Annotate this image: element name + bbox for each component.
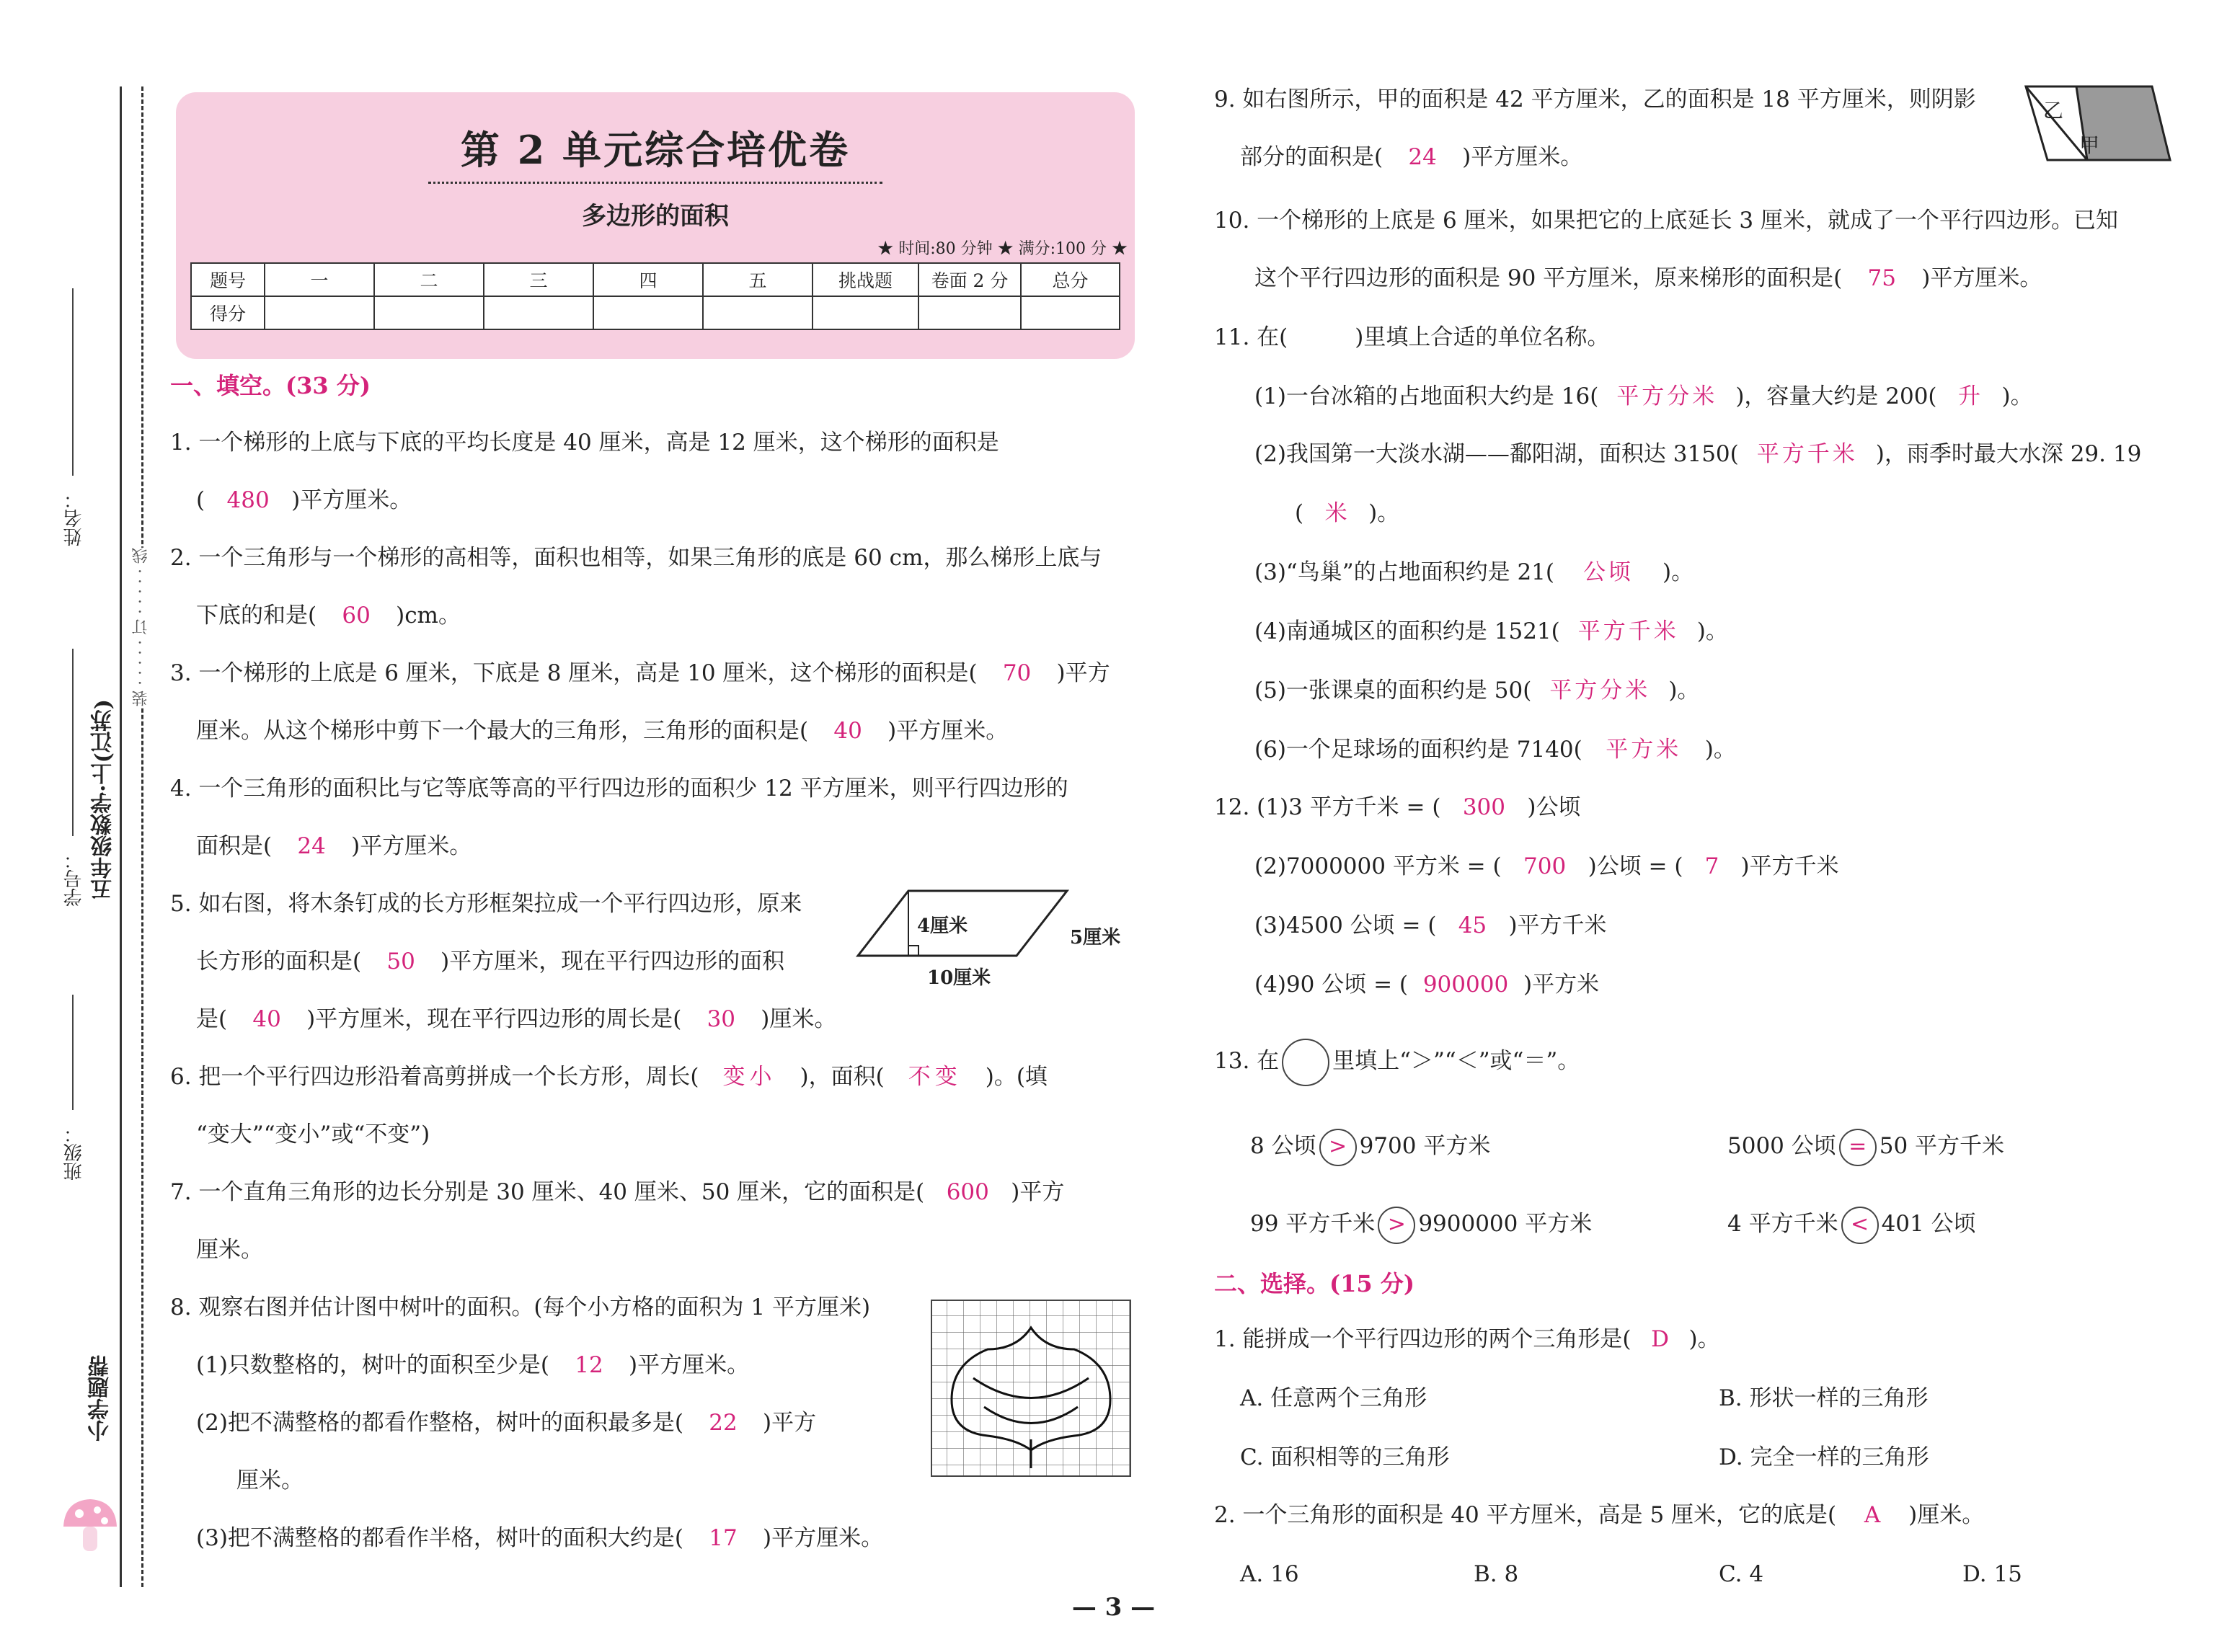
q1-pre: ( xyxy=(196,487,205,513)
c1-line1 xyxy=(1214,1323,1720,1355)
c1-option-b: B. 形状一样的三角形 xyxy=(1719,1385,1929,1411)
score-cell[interactable] xyxy=(484,296,593,329)
score-cell[interactable] xyxy=(918,296,1021,329)
q12-answer-1: 300 xyxy=(1462,794,1505,820)
q10-line1: 10. 一个梯形的上底是 6 厘米，如果把它的上底延长 3 厘米，就成了一个平行四边形。已知 xyxy=(1214,208,2119,234)
q11-p2-text-a: (2)我国第一大淡水湖——鄱阳湖，面积达 3150( xyxy=(1254,441,1739,467)
q9-figure-label-jia: 甲 xyxy=(2079,133,2100,157)
q9-text-a: 部分的面积是( xyxy=(1240,144,1383,170)
q5-text-a: 长方形的面积是( xyxy=(196,949,362,974)
q3-line1 xyxy=(170,657,1110,689)
q8-answer-1: 12 xyxy=(575,1352,603,1378)
q11-part3 xyxy=(1254,556,1694,588)
q5-figure-height-label: 4厘米 xyxy=(917,915,968,937)
q13-compare-4 xyxy=(1727,1204,1976,1244)
exam-meta: ★ 时间:80 分钟 ★ 满分:100 分 ★ xyxy=(877,240,1128,258)
q9-answer: 24 xyxy=(1408,144,1437,170)
q12-part2 xyxy=(1254,851,1839,882)
q7-line2: 厘米。 xyxy=(196,1237,263,1263)
q11-p5-text-b: )。 xyxy=(1668,678,1700,703)
score-header-cell: 三 xyxy=(484,263,593,296)
q11-part4 xyxy=(1254,616,1728,647)
q8-line1: 8. 观察右图并估计图中树叶的面积。(每个小方格的面积为 1 平方厘米) xyxy=(170,1294,871,1320)
score-cell[interactable] xyxy=(1021,296,1120,329)
q2-line2 xyxy=(196,600,461,631)
q12-answer-2: 700 xyxy=(1523,853,1567,879)
q11-part2 xyxy=(1254,438,2141,470)
q11-part2-cont xyxy=(1295,497,1399,529)
q2-line1: 2. 一个三角形与一个梯形的高相等，面积也相等，如果三角形的底是 60 cm，那么梯形上底与 xyxy=(170,545,1102,571)
q1-line1: 1. 一个梯形的上底与下底的平均长度是 40 厘米，高是 12 厘米，这个梯形的面积是 xyxy=(170,430,999,456)
q1-line2 xyxy=(196,484,412,516)
q3-text-d: )平方厘米。 xyxy=(887,718,1009,744)
q8-p1-text-b: )平方厘米。 xyxy=(629,1352,750,1378)
q3-text-b: )平方 xyxy=(1056,660,1110,686)
score-table xyxy=(190,262,1120,330)
q13-c1-left: 8 公顷 xyxy=(1250,1133,1316,1159)
page-title: 第 2 单元综合培优卷 xyxy=(460,127,851,173)
q11-p6-text-a: (6)一个足球场的面积约是 7140( xyxy=(1254,737,1582,763)
q5-line1: 5. 如右图，将木条钉成的长方形框架拉成一个平行四边形，原来 xyxy=(170,891,802,917)
q6-line2: “变大”“变小”或“不变”) xyxy=(196,1122,430,1147)
name-blank xyxy=(72,288,74,476)
mushroom-icon xyxy=(58,1492,123,1557)
header-card xyxy=(176,92,1135,359)
q3-answer-2: 40 xyxy=(833,718,862,744)
q13-c3-right: 9900000 平方米 xyxy=(1418,1211,1593,1237)
score-cell[interactable] xyxy=(813,296,918,329)
q11-answer-6: 平方米 xyxy=(1606,737,1682,763)
q3-text-c: 厘米。从这个梯形中剪下一个最大的三角形，三角形的面积是( xyxy=(196,718,809,744)
cut-line-label: 装 · · · · · 订 · · · · · 线 xyxy=(130,548,152,706)
q8-p2-text-a: (2)把不满整格的都看作整格，树叶的面积最多是( xyxy=(196,1410,684,1436)
c2-answer: A xyxy=(1864,1502,1881,1528)
score-row-label: 得分 xyxy=(191,296,265,329)
q12-part3 xyxy=(1254,910,1607,941)
q3-answer-1: 70 xyxy=(1002,660,1032,686)
c1-text-b: )。 xyxy=(1688,1326,1720,1352)
q2-post: )cm。 xyxy=(396,603,461,629)
q2-answer: 60 xyxy=(342,603,371,629)
q11-p4-text-b: )。 xyxy=(1696,618,1728,644)
q12-part4 xyxy=(1254,969,1599,1000)
q8-p2-text-b: )平方 xyxy=(763,1410,817,1436)
q12-p4-text-a: (4)90 公顷 = ( xyxy=(1254,972,1408,998)
q11-p2-text-b: )，雨季时最大水深 29. 19 xyxy=(1875,441,2142,467)
q5-figure-side-label: 5厘米 xyxy=(1070,927,1121,949)
page-subtitle: 多边形的面积 xyxy=(582,202,729,231)
q4-pre: 面积是( xyxy=(196,833,273,859)
q5-answer-1: 50 xyxy=(386,949,415,974)
q12-answer-2b: 7 xyxy=(1704,853,1719,879)
q8-p3-text-a: (3)把不满整格的都看作半格，树叶的面积大约是( xyxy=(196,1525,684,1551)
q12-p4-text-b: )平方米 xyxy=(1523,972,1600,998)
q5-text-c: 是( xyxy=(196,1006,228,1032)
q5-answer-2: 40 xyxy=(252,1006,281,1032)
q8-leaf-grid-figure xyxy=(930,1299,1132,1479)
q11-p1-text-b: )，容量大约是 200( xyxy=(1735,383,1937,409)
q11-p4-text-a: (4)南通城区的面积约是 1521( xyxy=(1254,618,1560,644)
q12-answer-3: 45 xyxy=(1458,912,1487,938)
c2-option-d: D. 15 xyxy=(1962,1561,2022,1587)
name-label: 姓名： xyxy=(63,490,85,546)
id-blank xyxy=(72,649,74,836)
q8-part3 xyxy=(196,1522,883,1554)
q3-text-a: 3. 一个梯形的上底是 6 厘米，下底是 8 厘米，高是 10 厘米，这个梯形的面积是( xyxy=(170,660,978,686)
q6-text-b: )，面积( xyxy=(800,1064,885,1090)
q4-answer: 24 xyxy=(297,833,326,859)
q10-text-b: )平方厘米。 xyxy=(1921,265,2042,291)
q13-c3-answer-circle: > xyxy=(1378,1207,1415,1244)
score-cell[interactable] xyxy=(703,296,813,329)
q10-answer: 75 xyxy=(1867,265,1896,291)
score-table-score-row xyxy=(191,296,1120,329)
class-blank xyxy=(72,995,74,1110)
c1-answer: D xyxy=(1651,1326,1669,1352)
q11-p5-text-a: (5)一张课桌的面积约是 50( xyxy=(1254,678,1532,703)
score-header-cell: 二 xyxy=(374,263,484,296)
q13-c4-right: 401 公顷 xyxy=(1881,1211,1976,1237)
score-header-cell: 挑战题 xyxy=(813,263,918,296)
q7-text-a: 7. 一个直角三角形的边长分别是 30 厘米、40 厘米、50 厘米，它的面积是( xyxy=(170,1179,925,1205)
binding-solid-line xyxy=(120,86,122,1587)
q7-answer: 600 xyxy=(946,1179,989,1205)
score-header-cell: 总分 xyxy=(1021,263,1120,296)
q11-p1-text-a: (1)一台冰箱的占地面积大约是 16( xyxy=(1254,383,1599,409)
q8-p1-text-a: (1)只数整格的，树叶的面积至少是( xyxy=(196,1352,550,1378)
q6-text-a: 6. 把一个平行四边形沿着高剪拼成一个长方形，周长( xyxy=(170,1064,699,1090)
section-1-title: 一、填空。(33 分) xyxy=(170,372,371,399)
q13-c1-right: 9700 平方米 xyxy=(1359,1133,1491,1159)
q11-answer-5: 平方分米 xyxy=(1549,678,1651,703)
q11-answer-1b: 升 xyxy=(1958,383,1981,409)
c2-text-a: 2. 一个三角形的面积是 40 平方厘米，高是 5 厘米，它的底是( xyxy=(1214,1502,1837,1528)
q11-answer-4: 平方千米 xyxy=(1577,618,1679,644)
q12-answer-4: 900000 xyxy=(1422,972,1509,998)
title-divider xyxy=(428,182,882,184)
q13-text-a: 13. 在 xyxy=(1214,1048,1280,1074)
q11-line1: 11. 在( )里填上合适的单位名称。 xyxy=(1214,324,1610,350)
q8-p3-text-b: )平方厘米。 xyxy=(763,1525,884,1551)
id-label: 学号： xyxy=(63,851,85,907)
q12-p1-text-a: 12. (1)3 平方千米 = ( xyxy=(1214,794,1441,820)
q13-c2-answer-circle: = xyxy=(1839,1129,1877,1166)
q9-line2 xyxy=(1240,141,1582,173)
q13-c4-answer-circle: < xyxy=(1841,1207,1879,1244)
q3-line2 xyxy=(196,715,1008,747)
class-label: 班级： xyxy=(63,1124,85,1181)
q11-part1 xyxy=(1254,381,2033,412)
q13-compare-3 xyxy=(1250,1204,1592,1244)
q11-part6 xyxy=(1254,734,1736,765)
q13-c2-right: 50 平方千米 xyxy=(1879,1133,2005,1159)
q8-part1 xyxy=(196,1349,749,1381)
q5-figure-base-label: 10厘米 xyxy=(927,967,991,989)
q8-answer-3: 17 xyxy=(709,1525,738,1551)
q11-part5 xyxy=(1254,675,1699,706)
score-cell[interactable] xyxy=(593,296,703,329)
c1-option-c: C. 面积相等的三角形 xyxy=(1240,1444,1450,1470)
c2-option-b: B. 8 xyxy=(1474,1561,1519,1587)
q13-c1-answer-circle: > xyxy=(1319,1129,1357,1166)
q8-answer-2: 22 xyxy=(709,1410,738,1436)
c2-option-c: C. 4 xyxy=(1719,1561,1764,1587)
q5-text-e: )厘米。 xyxy=(761,1006,837,1032)
q6-answer-2: 不变 xyxy=(908,1064,962,1090)
q4-post: )平方厘米。 xyxy=(351,833,472,859)
q9-text-b: )平方厘米。 xyxy=(1462,144,1583,170)
q12-p3-text-b: )平方千米 xyxy=(1508,912,1607,938)
q10-line2 xyxy=(1254,262,2042,294)
q12-p2-text-c: )平方千米 xyxy=(1740,853,1839,879)
score-cell[interactable] xyxy=(374,296,484,329)
c1-text-a: 1. 能拼成一个平行四边形的两个三角形是( xyxy=(1214,1326,1631,1352)
q11-p1-text-c: )。 xyxy=(2001,383,2033,409)
score-header-cell: 题号 xyxy=(191,263,265,296)
q5-line3 xyxy=(196,1003,836,1035)
q8-part2-cont: 厘米。 xyxy=(236,1467,304,1493)
q5-answer-3: 30 xyxy=(707,1006,736,1032)
q1-post: )平方厘米。 xyxy=(291,487,412,513)
q11-p2-text-d: )。 xyxy=(1368,500,1400,526)
q10-text-a: 这个平行四边形的面积是 90 平方厘米，原来梯形的面积是( xyxy=(1254,265,1843,291)
c1-option-a: A. 任意两个三角形 xyxy=(1240,1385,1427,1411)
brand-label: 小学题帮 xyxy=(88,1355,113,1442)
q1-answer: 480 xyxy=(226,487,270,513)
book-title: 五年级数学·上(江苏) xyxy=(91,699,116,900)
q4-line1: 4. 一个三角形的面积比与它等底等高的平行四边形的面积少 12 平方厘米，则平行四边形的 xyxy=(170,776,1068,801)
score-header-cell: 卷面 2 分 xyxy=(918,263,1021,296)
q11-p3-text-b: )。 xyxy=(1662,559,1694,585)
q7-line1 xyxy=(170,1176,1064,1208)
q5-text-b: )平方厘米，现在平行四边形的面积 xyxy=(440,949,785,974)
q13-example-circle xyxy=(1282,1039,1329,1086)
score-header-cell: 四 xyxy=(593,263,703,296)
q9-figure-label-yi: 乙 xyxy=(2043,99,2064,123)
score-cell[interactable] xyxy=(265,296,374,329)
page-number: — 3 — xyxy=(1071,1593,1156,1622)
q11-answer-1: 平方分米 xyxy=(1616,383,1718,409)
c2-option-a: A. 16 xyxy=(1240,1561,1299,1587)
q13-c4-left: 4 平方千米 xyxy=(1727,1211,1838,1237)
q5-line2 xyxy=(196,946,784,977)
q11-answer-2: 平方千米 xyxy=(1756,441,1858,467)
q13-compare-1 xyxy=(1250,1126,1490,1166)
q11-answer-3: 公顷 xyxy=(1583,559,1634,585)
q8-part2 xyxy=(196,1407,816,1439)
c2-text-b: )厘米。 xyxy=(1908,1502,1985,1528)
score-header-cell: 五 xyxy=(703,263,813,296)
c1-option-d: D. 完全一样的三角形 xyxy=(1719,1444,1929,1470)
score-table-header-row xyxy=(191,263,1120,296)
q6-answer-1: 变小 xyxy=(722,1064,776,1090)
q13-text-b: 里填上“＞”“＜”或“＝”。 xyxy=(1332,1048,1580,1074)
q12-p2-text-b: )公顷 = ( xyxy=(1588,853,1683,879)
q12-part1 xyxy=(1214,791,1581,823)
binding-dashed-line xyxy=(141,86,143,1587)
c2-line1 xyxy=(1214,1499,1984,1531)
q11-p2-text-c: ( xyxy=(1295,500,1304,526)
q12-p1-text-b: )公顷 xyxy=(1527,794,1581,820)
section-2-title: 二、选择。(15 分) xyxy=(1214,1270,1414,1297)
q7-text-b: )平方 xyxy=(1011,1179,1065,1205)
q4-line2 xyxy=(196,830,471,862)
q11-p6-text-b: )。 xyxy=(1704,737,1736,763)
q6-text-c: )。(填 xyxy=(985,1064,1048,1090)
q6-line1 xyxy=(170,1061,1048,1093)
q12-p2-text-a: (2)7000000 平方米 = ( xyxy=(1254,853,1502,879)
q13-c3-left: 99 平方千米 xyxy=(1250,1211,1376,1237)
q12-p3-text-a: (3)4500 公顷 = ( xyxy=(1254,912,1437,938)
q13-c2-left: 5000 公顷 xyxy=(1727,1133,1836,1159)
q13-compare-2 xyxy=(1727,1126,2004,1166)
q2-pre: 下底的和是( xyxy=(196,603,317,629)
score-header-cell: 一 xyxy=(265,263,374,296)
q11-p3-text-a: (3)“鸟巢”的占地面积约是 21( xyxy=(1254,559,1555,585)
q13-line1 xyxy=(1214,1038,1580,1086)
q5-text-d: )平方厘米，现在平行四边形的周长是( xyxy=(306,1006,682,1032)
q9-line1: 9. 如右图所示，甲的面积是 42 平方厘米，乙的面积是 18 平方厘米，则阴影 xyxy=(1214,86,1976,112)
q11-answer-2b: 米 xyxy=(1324,500,1347,526)
